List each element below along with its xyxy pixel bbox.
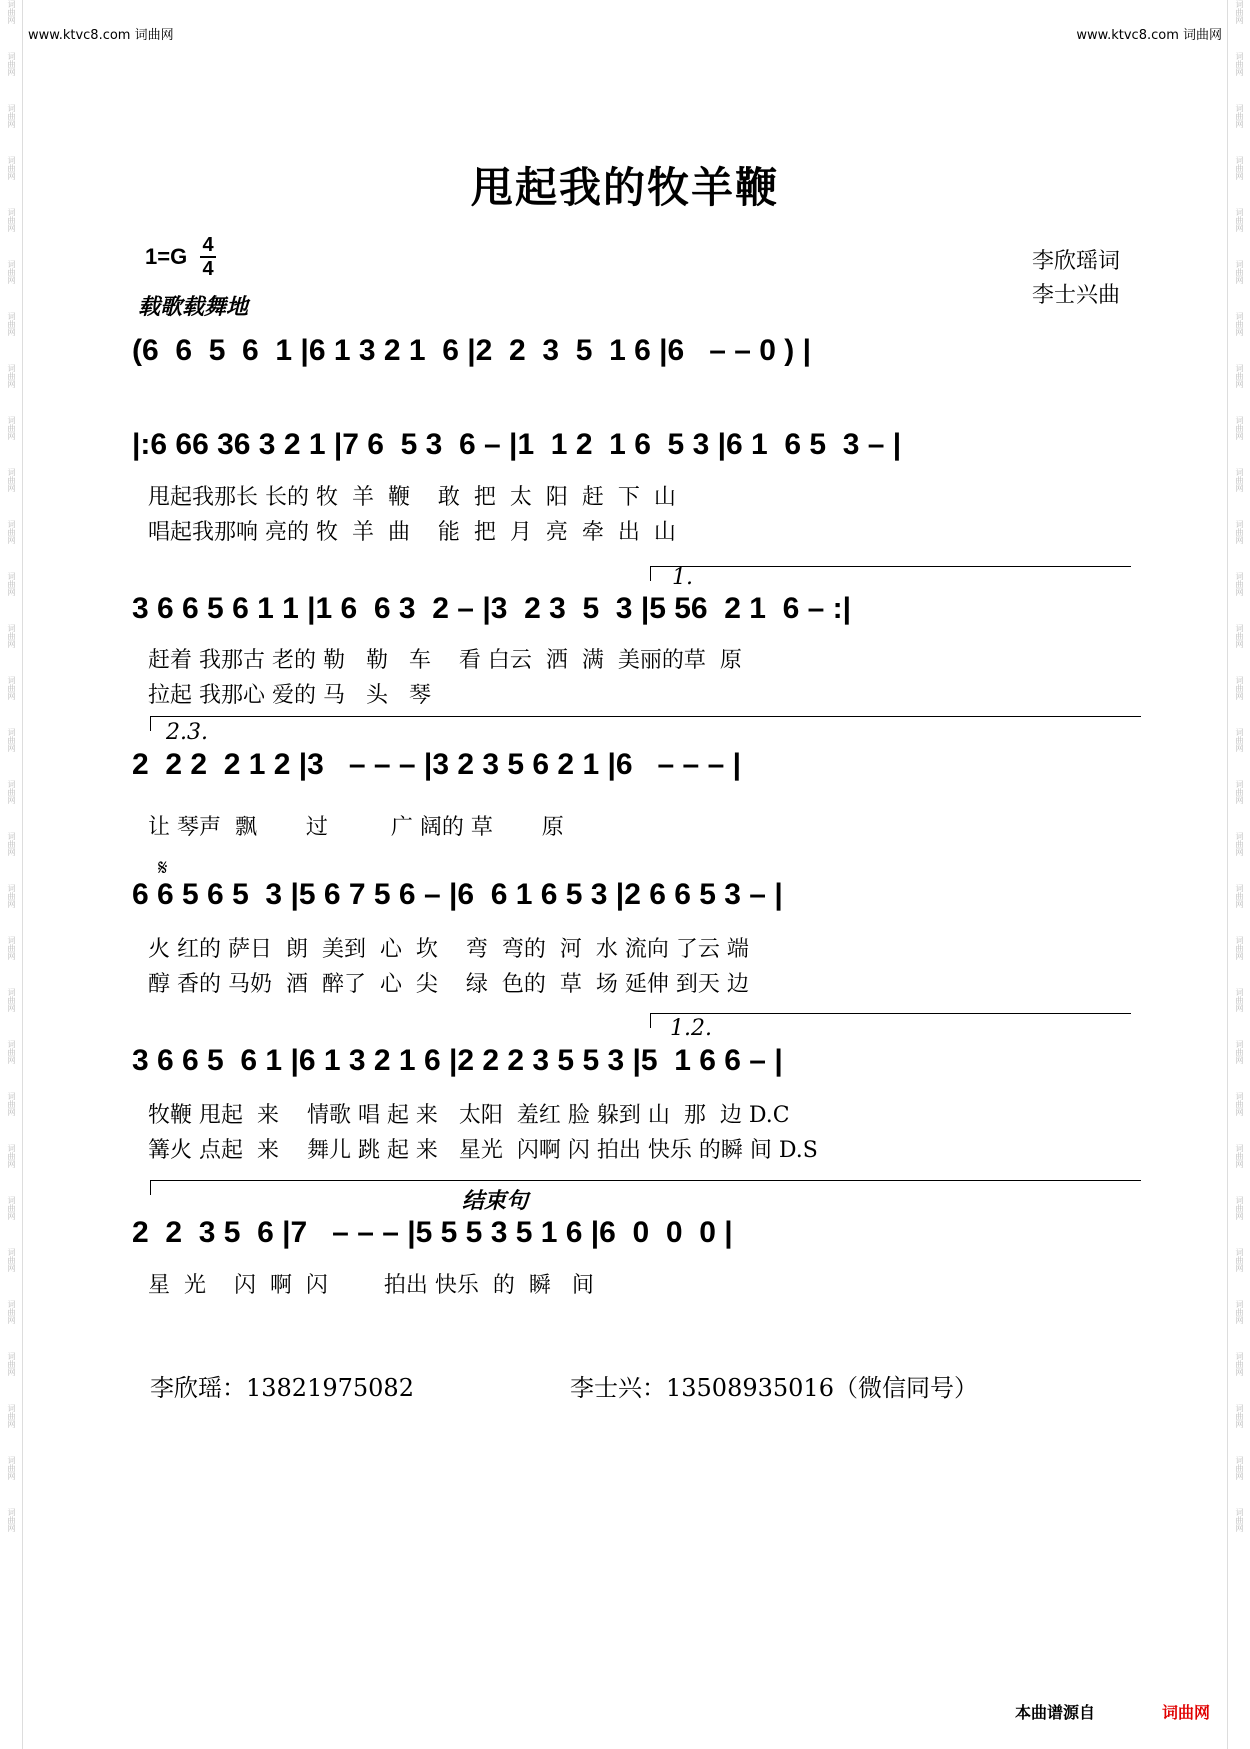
watermark-text: 词曲网 — [1235, 364, 1244, 388]
watermark-text: 词曲网 — [7, 676, 16, 700]
footer-source-label: 本曲谱源自 — [1015, 1703, 1096, 1722]
score-row-6-lyrics-2: 篝火 点起 来 舞儿 跳 起 来 星光 闪啊 闪 拍出 快乐 的瞬 间 D.S — [148, 1138, 818, 1163]
tempo-marking: 载歌载舞地 — [138, 294, 249, 320]
time-sig-top: 4 — [202, 234, 214, 256]
score-row-4-lyrics-1: 让 琴声 飘 过 广 阔的 草 原 — [148, 815, 564, 840]
ending-phrase-label: 结束句 — [462, 1188, 529, 1214]
score-row-6-notes: 3 6 6 5 6 1 |6 1 3 2 1 6 |2 2 2 3 5 5 3 |5 1 6 6 – | — [132, 1044, 783, 1077]
watermark-text: 词曲网 — [7, 364, 16, 388]
watermark-text: 词曲网 — [7, 572, 16, 596]
watermark-text: 词曲网 — [7, 104, 16, 128]
watermark-text: 词曲网 — [7, 1144, 16, 1168]
watermark-text: 词曲网 — [7, 1092, 16, 1116]
watermark-text: 词曲网 — [7, 1196, 16, 1220]
left-watermark-strip — [0, 0, 23, 1749]
watermark-text: 词曲网 — [7, 780, 16, 804]
watermark-text: 词曲网 — [7, 416, 16, 440]
song-title: 甩起我的牧羊鞭 — [470, 163, 779, 212]
volta-23-label: 2.3. — [166, 720, 208, 745]
footer-brand[interactable]: 词曲网 — [1162, 1703, 1211, 1722]
score-row-3-lyrics-1: 赶着 我那古 老的 勒 勒 车 看 白云 洒 满 美丽的草 原 — [148, 648, 742, 673]
volta-1-label: 1. — [672, 565, 693, 590]
watermark-text: 词曲网 — [7, 1248, 16, 1272]
watermark-text: 词曲网 — [7, 728, 16, 752]
watermark-text: 词曲网 — [1235, 1248, 1244, 1272]
watermark-text: 词曲网 — [1235, 780, 1244, 804]
watermark-text: 词曲网 — [7, 52, 16, 76]
score-row-6-lyrics-1: 牧鞭 甩起 来 情歌 唱 起 来 太阳 羞红 脸 躲到 山 那 边 D.C — [148, 1103, 790, 1128]
score-row-5-lyrics-1: 火 红的 萨日 朗 美到 心 坎 弯 弯的 河 水 流向 了云 端 — [148, 937, 749, 962]
watermark-text: 词曲网 — [1235, 0, 1244, 24]
volta-1-bracket — [650, 566, 1131, 581]
watermark-text: 词曲网 — [1235, 624, 1244, 648]
watermark-text: 词曲网 — [7, 1404, 16, 1428]
watermark-text: 词曲网 — [7, 156, 16, 180]
watermark-text: 词曲网 — [1235, 936, 1244, 960]
watermark-text: 词曲网 — [1235, 52, 1244, 76]
watermark-text: 词曲网 — [1235, 104, 1244, 128]
watermark-text: 词曲网 — [1235, 468, 1244, 492]
watermark-text: 词曲网 — [7, 312, 16, 336]
watermark-text: 词曲网 — [7, 260, 16, 284]
watermark-text: 词曲网 — [7, 988, 16, 1012]
watermark-text: 词曲网 — [7, 832, 16, 856]
watermark-text: 词曲网 — [1235, 1456, 1244, 1480]
composer-credit: 李士兴曲 — [1031, 283, 1120, 308]
score-row-7-notes: 2 2 3 5 6 |7 – – – |5 5 5 3 5 1 6 |6 0 0 0 | — [132, 1216, 733, 1249]
watermark-text: 词曲网 — [1235, 1196, 1244, 1220]
score-row-3-lyrics-2: 拉起 我那心 爱的 马 头 琴 — [148, 683, 431, 708]
watermark-text: 词曲网 — [1235, 676, 1244, 700]
final-ending-bracket — [150, 1180, 1141, 1195]
watermark-text: 词曲网 — [1235, 1092, 1244, 1116]
header-left-url: www.ktvc8.com 词曲网 — [28, 28, 174, 43]
composer-contact: 李士兴：13508935016（微信同号） — [570, 1374, 978, 1402]
right-watermark-strip — [1227, 0, 1250, 1749]
watermark-text: 词曲网 — [1235, 832, 1244, 856]
volta-12-bracket — [650, 1013, 1131, 1028]
time-signature — [200, 234, 216, 280]
score-row-5-notes: 6 6 5 6 5 3 |5 6 7 5 6 – |6 6 1 6 5 3 |2 6 6 5 3 – | — [132, 878, 783, 911]
watermark-text: 词曲网 — [1235, 260, 1244, 284]
watermark-text: 词曲网 — [1235, 988, 1244, 1012]
score-row-2-lyrics-2: 唱起我那响 亮的 牧 羊 曲 能 把 月 亮 牵 出 山 — [148, 520, 676, 545]
score-row-2-notes: |:6 66 36 3 2 1 |7 6 5 3 6 – |1 1 2 1 6 5 3 |6 1 6 5 3 – | — [132, 428, 902, 461]
header-right-url: www.ktvc8.com 词曲网 — [1076, 28, 1222, 43]
watermark-text: 词曲网 — [7, 884, 16, 908]
watermark-text: 词曲网 — [7, 1456, 16, 1480]
watermark-text: 词曲网 — [7, 1508, 16, 1532]
watermark-text: 词曲网 — [1235, 1300, 1244, 1324]
watermark-text: 词曲网 — [1235, 884, 1244, 908]
watermark-text: 词曲网 — [1235, 1040, 1244, 1064]
watermark-text: 词曲网 — [7, 936, 16, 960]
watermark-text: 词曲网 — [1235, 1404, 1244, 1428]
watermark-text: 词曲网 — [7, 208, 16, 232]
watermark-text: 词曲网 — [7, 624, 16, 648]
watermark-text: 词曲网 — [7, 1040, 16, 1064]
watermark-text: 词曲网 — [1235, 1508, 1244, 1532]
volta-12-label: 1.2. — [670, 1016, 712, 1041]
watermark-text: 词曲网 — [7, 0, 16, 24]
segno-sign: 𝄋 — [158, 856, 168, 881]
watermark-text: 词曲网 — [1235, 416, 1244, 440]
score-row-4-notes: 2 2 2 2 1 2 |3 – – – |3 2 3 5 6 2 1 |6 – – – | — [132, 748, 741, 781]
watermark-text: 词曲网 — [1235, 208, 1244, 232]
watermark-text: 词曲网 — [1235, 1352, 1244, 1376]
time-sig-bottom: 4 — [202, 258, 214, 280]
watermark-text: 词曲网 — [1235, 156, 1244, 180]
lyricist-contact: 李欣瑶：13821975082 — [150, 1374, 414, 1402]
watermark-text: 词曲网 — [1235, 728, 1244, 752]
score-row-7-lyrics-1: 星 光 闪 啊 闪 拍出 快乐 的 瞬 间 — [148, 1273, 594, 1298]
key-signature: 1=G — [145, 244, 188, 269]
watermark-text: 词曲网 — [7, 1352, 16, 1376]
watermark-text: 词曲网 — [7, 468, 16, 492]
watermark-text: 词曲网 — [1235, 312, 1244, 336]
volta-23-bracket — [150, 716, 1141, 731]
watermark-text: 词曲网 — [7, 1300, 16, 1324]
watermark-text: 词曲网 — [1235, 520, 1244, 544]
score-row-2-lyrics-1: 甩起我那长 长的 牧 羊 鞭 敢 把 太 阳 赶 下 山 — [148, 485, 676, 510]
score-row-5-lyrics-2: 醇 香的 马奶 酒 醉了 心 尖 绿 色的 草 场 延伸 到天 边 — [148, 972, 749, 997]
score-row-3-notes: 3 6 6 5 6 1 1 |1 6 6 3 2 – |3 2 3 5 3 |5 56 2 1 6 – :| — [132, 592, 852, 625]
lyricist-credit: 李欣瑶词 — [1031, 249, 1120, 274]
watermark-text: 词曲网 — [1235, 572, 1244, 596]
score-row-1-notes: (6 6 5 6 1 |6 1 3 2 1 6 |2 2 3 5 1 6 |6 – – 0 ) | — [132, 334, 811, 367]
watermark-text: 词曲网 — [7, 520, 16, 544]
watermark-text: 词曲网 — [1235, 1144, 1244, 1168]
